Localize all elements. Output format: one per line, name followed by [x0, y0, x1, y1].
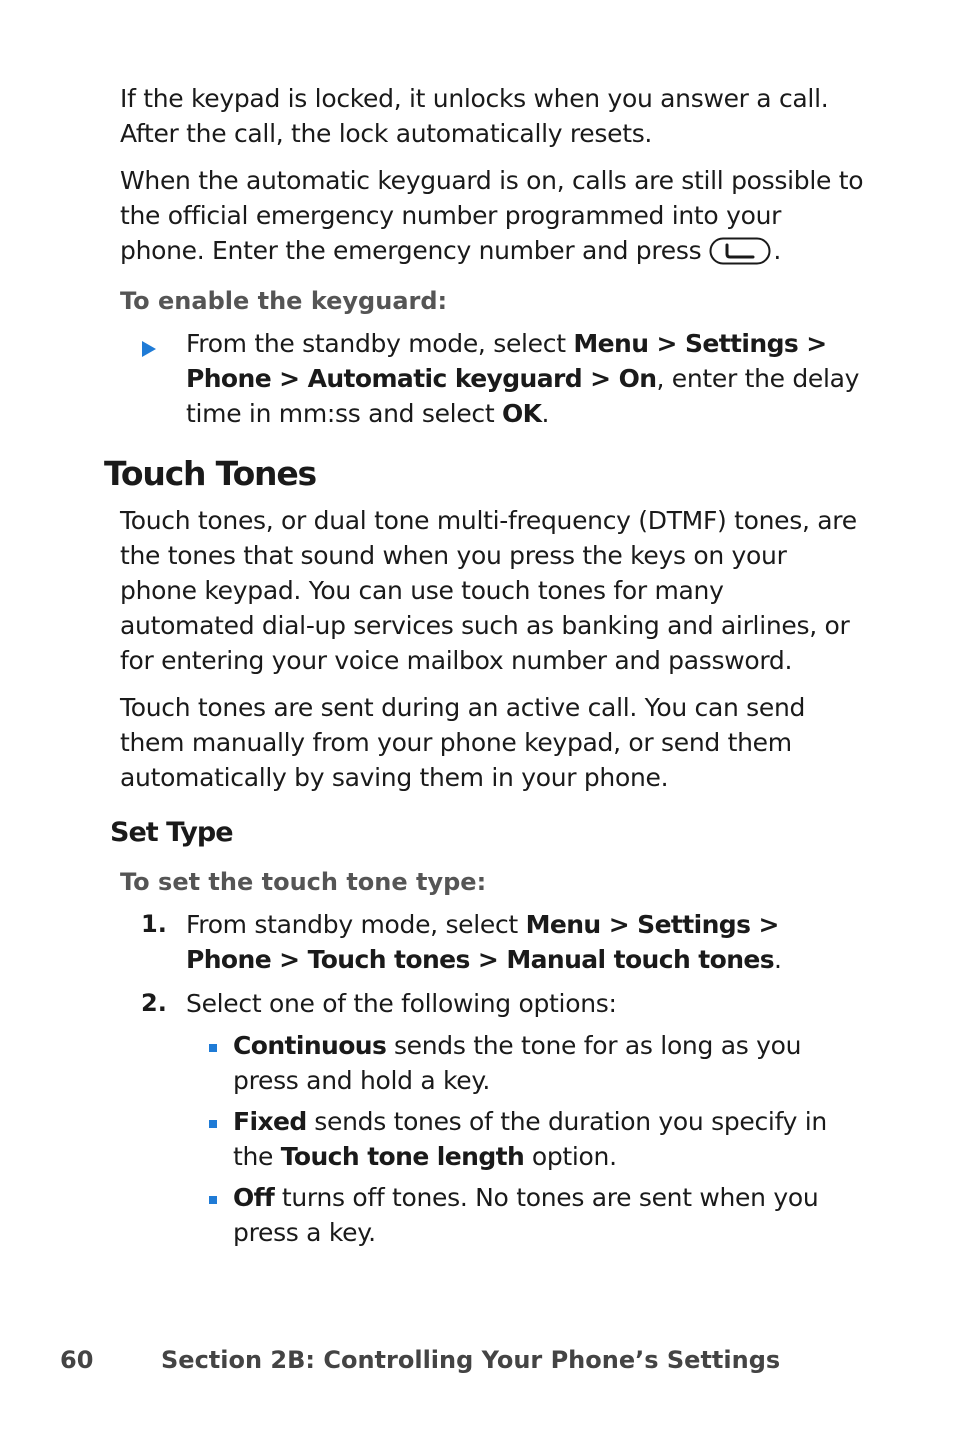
- option-continuous-text: sends the tone for as long as you press and hold a key.: [233, 1031, 802, 1095]
- option-fixed-text: sends tones of the duration you specify in the: [233, 1107, 827, 1171]
- option-off-label: Off: [233, 1183, 275, 1212]
- option-off-text: turns off tones. No tones are sent when you press a key.: [233, 1183, 819, 1247]
- emergency-call-paragraph: [120, 163, 865, 274]
- emergency-call-text: When the automatic keyguard is on, calls are still possible to the official emergency number programmed into your phone. Enter the emergency number and press: [120, 166, 864, 265]
- keyguard-step: [186, 326, 866, 431]
- set-touch-tone-lead: To set the touch tone type:: [120, 868, 487, 896]
- touch-tones-heading: Touch Tones: [104, 454, 316, 493]
- option-fixed: [233, 1104, 863, 1174]
- touch-tone-length-label: Touch tone length: [280, 1142, 525, 1171]
- set-type-heading: Set Type: [110, 817, 233, 848]
- square-bullet-icon: [209, 1044, 217, 1052]
- step-1-text: From standby mode, select: [186, 910, 526, 939]
- set-type-step-2: Select one of the following options:: [186, 989, 617, 1018]
- option-continuous-label: Continuous: [233, 1031, 387, 1060]
- square-bullet-icon: [209, 1196, 217, 1204]
- step-1-number: 1.: [141, 910, 167, 938]
- option-fixed-label: Fixed: [233, 1107, 307, 1136]
- option-off: [233, 1180, 863, 1250]
- emergency-call-end: .: [773, 236, 781, 265]
- set-type-step-1: [186, 907, 866, 977]
- page-number: 60: [60, 1346, 94, 1374]
- keyguard-step-text-2: , enter the delay time in mm:ss and select: [186, 364, 860, 428]
- step-1-end: .: [774, 945, 782, 974]
- touch-tones-paragraph-1: Touch tones, or dual tone multi-frequency (DTMF) tones, are the tones that sound when you press the keys on your phone keypad. You can use touch tones for many automated dial-up services such as banking and airlines, or for entering your voice mailbox number and password.: [120, 506, 857, 675]
- keyguard-menu-path: Menu > Settings > Phone > Automatic keyguard > On: [186, 329, 827, 393]
- option-continuous: [233, 1028, 863, 1098]
- square-bullet-icon: [209, 1120, 217, 1128]
- arrow-bullet-icon: [142, 341, 156, 357]
- keypad-lock-paragraph: If the keypad is locked, it unlocks when you answer a call. After the call, the lock automatically resets.: [120, 84, 829, 148]
- step-2-number: 2.: [141, 989, 167, 1017]
- option-fixed-end: option.: [524, 1142, 617, 1171]
- keyguard-ok-label: OK: [502, 399, 542, 428]
- step-1-menu-path: Menu > Settings > Phone > Touch tones > Manual touch tones: [186, 910, 779, 974]
- talk-key-icon: [709, 237, 771, 274]
- section-title: Section 2B: Controlling Your Phone’s Settings: [161, 1346, 781, 1374]
- enable-keyguard-lead: To enable the keyguard:: [120, 287, 448, 315]
- keyguard-step-text: From the standby mode, select: [186, 329, 574, 358]
- touch-tones-paragraph-2: Touch tones are sent during an active call. You can send them manually from your phone keypad, or send them automatically by saving them in your phone.: [120, 693, 806, 792]
- keyguard-step-end: .: [541, 399, 550, 428]
